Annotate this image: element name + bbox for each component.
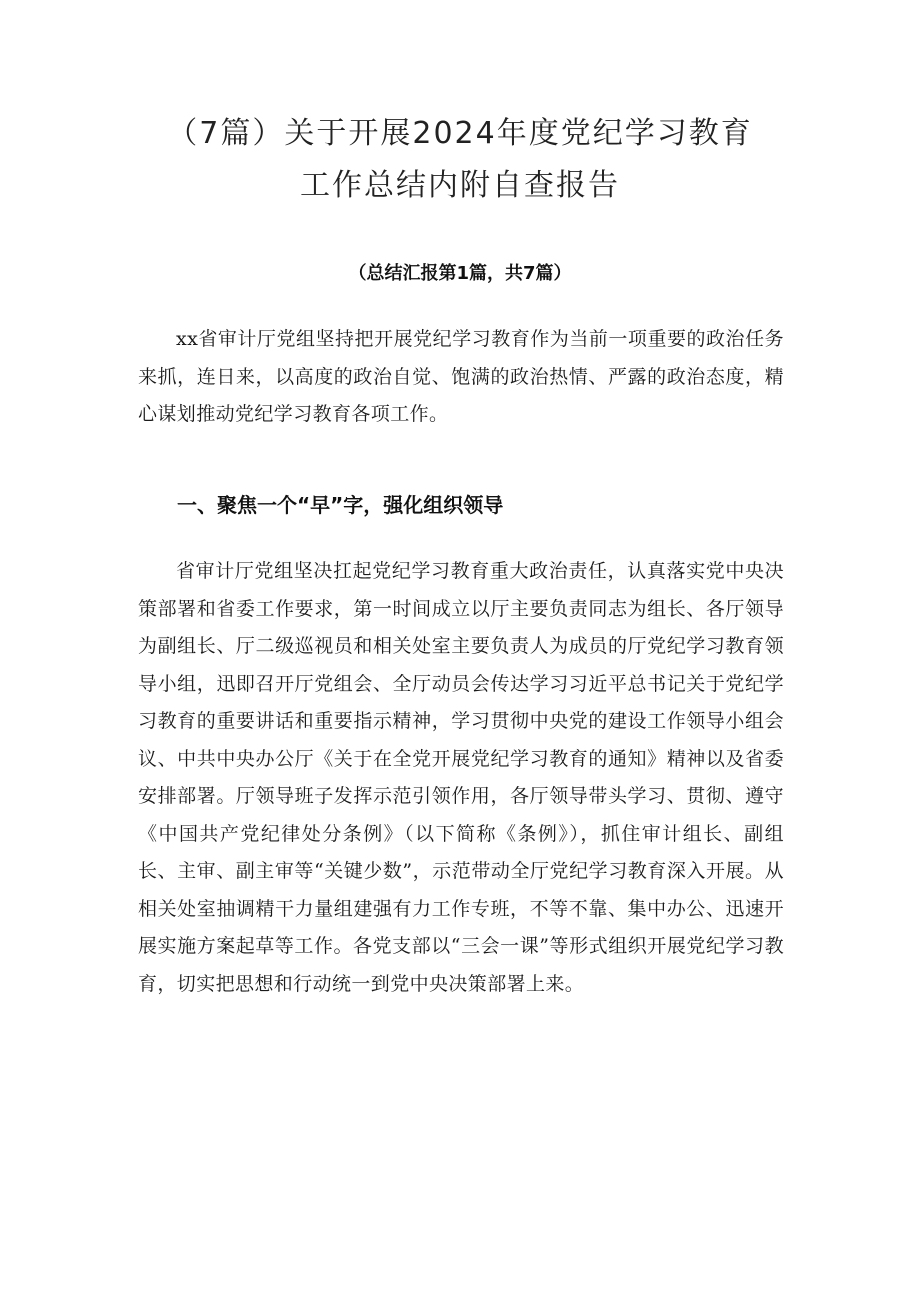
section-heading: 一、聚焦一个“早”字，强化组织领导 [177,493,504,517]
document-subtitle: （总结汇报第1篇，共7篇） [348,263,572,284]
section-body-paragraph: 省审计厅党组坚决扛起党纪学习教育重大政治责任，认真落实党中央决策部署和省委工作要求，第一时间成立以厅主要负责同志为组长、各厅领导为副组长、厅二级巡视员和相关处室主要负责人为成员的厅党纪学习教育领导小组，迅即召开厅党组会、全厅动员会传达学习习近平总书记关于党纪学习教育的重要讲话和重要指示精神，学习贯彻中央党的建设工作领导小组会议、中共中央办公厅《关于在全党开展党纪学习教育的通知》精神以及省委安排部署。厅领导班子发挥示范引领作用，各厅领导带头学习、贯彻、遵守《中国共产党纪律处分条例》（以下简称《条例》），抓住审计组长、副组长、主审、副主审等“关键少数”，示范带动全厅党纪学习教育深入开展。从相关处室抽调精干力量组建强有力工作专班，不等不靠、集中办公、迅速开展实施方案起草等工作。各党支部以“三会一课”等形式组织开展党纪学习教育，切实把思想和行动统一到党中央决策部署上来。 [138,560,784,995]
title-line-1: （7篇）关于开展2024年度党纪学习教育 [167,116,753,151]
document-title [120,108,800,212]
title-line-2: 工作总结内附自查报告 [300,168,620,203]
intro-paragraph: xx省审计厅党组坚持把开展党纪学习教育作为当前一项重要的政治任务来抓，连日来，以高度的政治自觉、饱满的政治热情、严露的政治态度，精心谋划推动党纪学习教育各项工作。 [138,328,784,425]
